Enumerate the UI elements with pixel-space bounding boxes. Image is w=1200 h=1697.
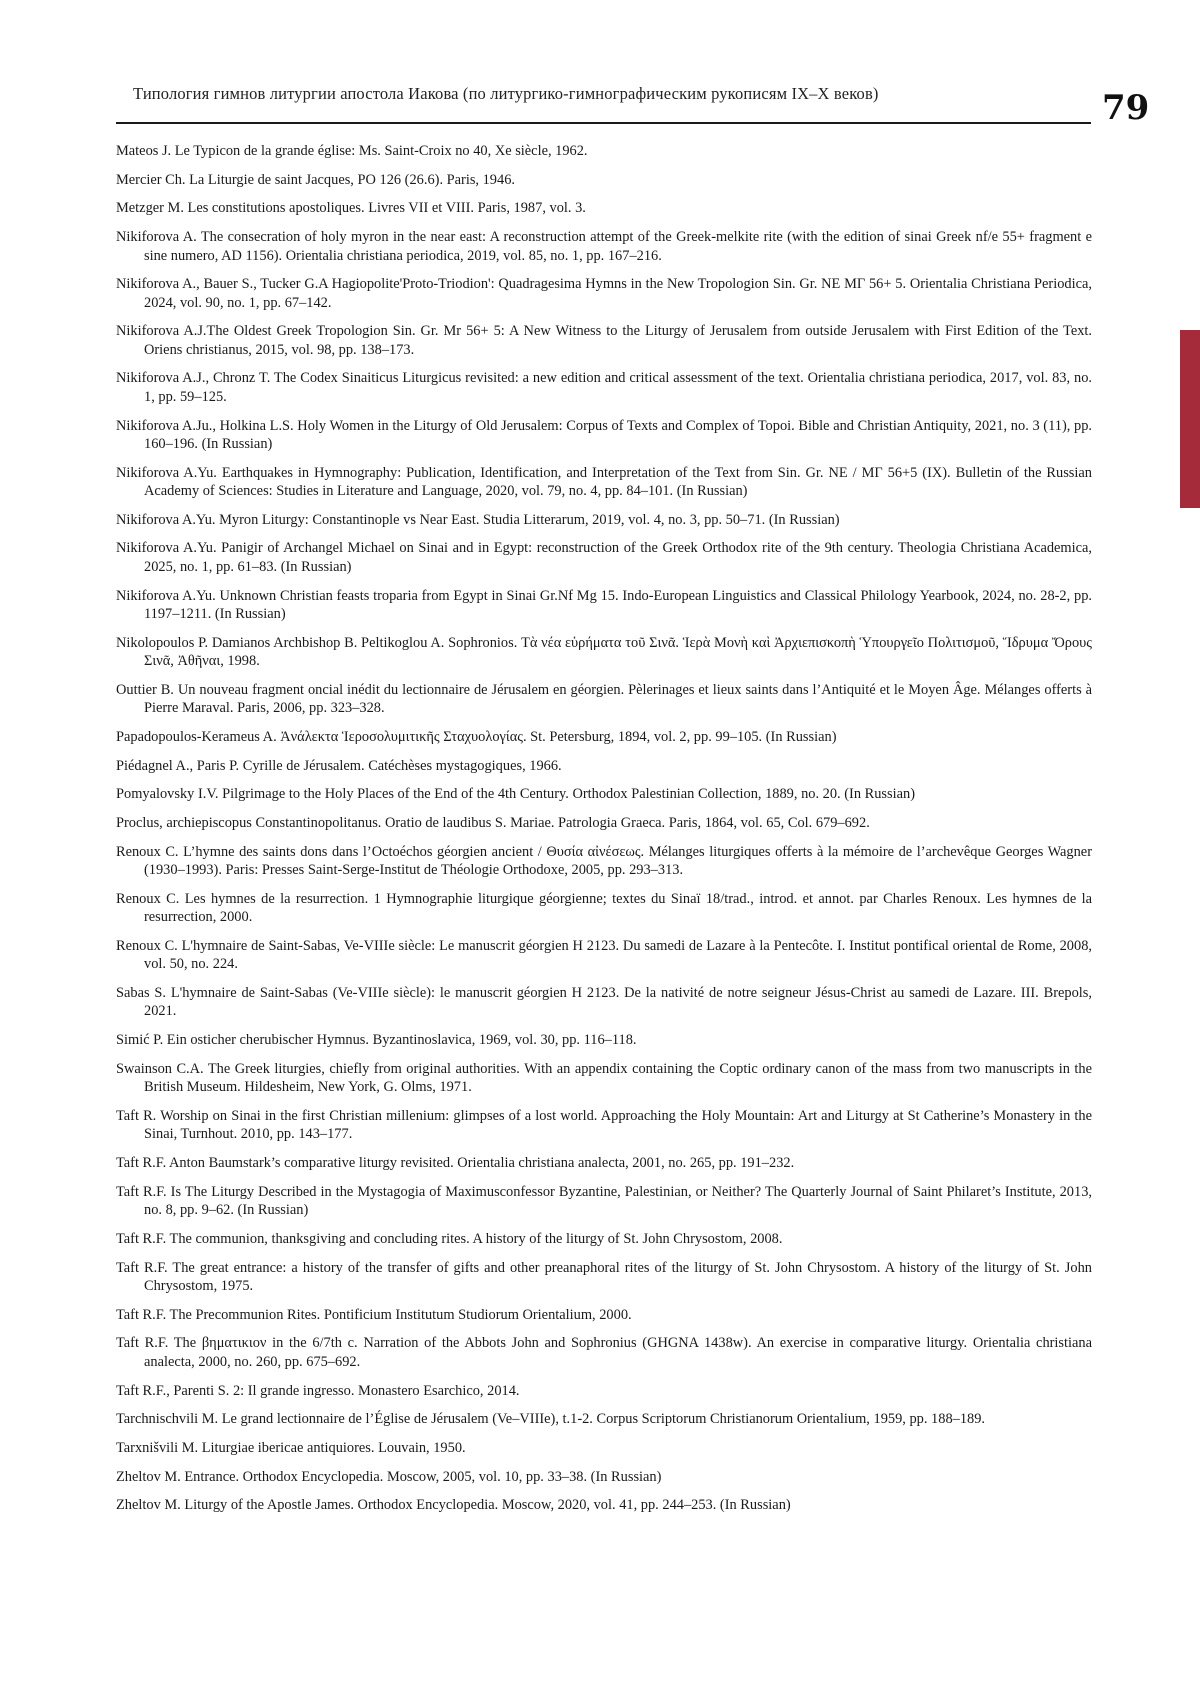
reference-entry: Renoux C. L’hymne des saints dons dans l’Octoéchos géorgien ancient / Θυσία αἰνέσεως. Mélanges liturgiques offerts à la mémoire de l’archevêque Georges Wagner (1930–1993). Paris: Presses Saint-Serge-Institut de Théologie Orthodoxe, 2005, pp. 293–313. xyxy=(116,843,1092,879)
reference-entry: Taft R.F. The Precommunion Rites. Pontificium Institutum Studiorum Orientalium, 2000. xyxy=(116,1306,632,1323)
reference-entry: Outtier B. Un nouveau fragment oncial inédit du lectionnaire de Jérusalem en géorgien. Pèlerinages et lieux saints dans l’Antiquité et le Moyen Âge. Mélanges offerts à Pierre Maraval. Paris, 2006, pp. 323–328. xyxy=(116,681,1092,717)
page-number: 79 xyxy=(1102,88,1150,128)
reference-entry: Taft R. Worship on Sinai in the first Christian millenium: glimpses of a lost world. Approaching the Holy Mountain: Art and Liturgy at St Catherine’s Monastery in the Sinai, Turnhout. 2010, pp. 143–177. xyxy=(116,1107,1092,1143)
reference-entry: Tarxnišvili M. Liturgiae ibericae antiquiores. Louvain, 1950. xyxy=(116,1439,466,1456)
reference-entry: Nikiforova A.Yu. Panigir of Archangel Michael on Sinai and in Egypt: reconstruction of the Greek Orthodox rite of the 9th century. Theologia Christiana Academica, 2025, no. 1, pp. 61–83. (In Russian) xyxy=(116,540,1092,575)
reference-entry: Taft R.F. Anton Baumstark’s comparative liturgy revisited. Orientalia christiana analecta, 2001, no. 265, pp. 191–232. xyxy=(116,1155,795,1172)
reference-entry: Pomyalovsky I.V. Pilgrimage to the Holy Places of the End of the 4th Century. Orthodox Palestinian Collection, 1889, no. 20. (In Russian) xyxy=(116,786,915,803)
reference-entry: Simić P. Ein osticher cherubischer Hymnus. Byzantinoslavica, 1969, vol. 30, pp. 116–118. xyxy=(116,1032,637,1049)
reference-entry: Taft R.F. The great entrance: a history of the transfer of gifts and other preanaphoral rites of the liturgy of St. John Chrysostom. A history of the liturgy of St. John Chrysostom, 1975. xyxy=(116,1259,1092,1294)
reference-entry: Zheltov M. Liturgy of the Apostle James. Orthodox Encyclopedia. Moscow, 2020, vol. 41, pp. 244–253. (In Russian) xyxy=(116,1497,791,1514)
reference-entry: Mateos J. Le Typicon de la grande église: Ms. Saint-Croix no 40, Xe siècle, 1962. xyxy=(116,143,588,159)
reference-entry: Metzger M. Les constitutions apostoliques. Livres VII et VIII. Paris, 1987, vol. 3. xyxy=(116,200,586,217)
reference-entry: Papadopoulos-Kerameus A. Ἀνάλεκτα Ἱεροσολυμιτικῆς Σταχυολογίας. St. Petersburg, 1894, vol. 2, pp. 99–105. (In Russian) xyxy=(116,728,837,745)
reference-entry: Nikiforova A.J., Chronz T. The Codex Sinaiticus Liturgicus revisited: a new edition and critical assessment of the text. Orientalia christiana periodica, 2017, vol. 83, no. 1, pp. 59–125. xyxy=(116,370,1092,405)
reference-entry: Mercier Ch. La Liturgie de saint Jacques, PO 126 (26.6). Paris, 1946. xyxy=(116,171,515,188)
reference-entry: Piédagnel A., Paris P. Cyrille de Jérusalem. Catéchèses mystagogiques, 1966. xyxy=(116,757,562,774)
reference-entry: Taft R.F. The communion, thanksgiving and concluding rites. A history of the liturgy of St. John Chrysostom, 2008. xyxy=(116,1230,783,1247)
reference-entry: Renoux C. L'hymnaire de Saint-Sabas, Ve-VIIIe siècle: Le manuscrit géorgien H 2123. Du samedi de Lazare à la Pentecôte. I. Institut pontifical oriental de Rome, 2008, vol. 50, no. 224. xyxy=(116,937,1092,973)
reference-entry: Nikiforova A.Yu. Earthquakes in Hymnography: Publication, Identification, and Interpretation of the Text from Sin. Gr. NE / MΓ 56+5 (IX). Bulletin of the Russian Academy of Sciences: Studies in Literature and Language, 2020, vol. 79, no. 4, pp. 84–101. (In Russian) xyxy=(116,464,1092,500)
reference-list xyxy=(116,142,1092,1525)
reference-entry: Nikiforova A.Yu. Unknown Christian feasts troparia from Egypt in Sinai Gr.Nf Mg 15. Indo-European Linguistics and Classical Philology Yearbook, 2024, no. 28-2, pp. 1197–1211. (In Russian) xyxy=(116,587,1092,622)
reference-entry: Taft R.F., Parenti S. 2: Il grande ingresso. Monastero Esarchico, 2014. xyxy=(116,1382,520,1399)
reference-entry: Renoux C. Les hymnes de la resurrection. 1 Hymnographie liturgique géorgienne; textes du Sinaï 18/trad., introd. et annot. par Charles Renoux. Les hymnes de la resurrection, 2000. xyxy=(116,890,1092,926)
chapter-side-tab xyxy=(1180,330,1200,508)
reference-entry: Nikiforova A.Yu. Myron Liturgy: Constantinople vs Near East. Studia Litterarum, 2019, vol. 4, no. 3, pp. 50–71. (In Russian) xyxy=(116,511,840,528)
reference-entry: Swainson C.A. The Greek liturgies, chiefly from original authorities. With an appendix containing the Coptic ordinary canon of the mass from two manuscripts in the British Museum. Hildesheim, New York, G. Olms, 1971. xyxy=(116,1060,1092,1096)
reference-entry: Sabas S. L'hymnaire de Saint-Sabas (Ve-VIIIe siècle): le manuscrit géorgien H 2123. De la nativité de notre seigneur Jésus-Christ au samedi de Lazare. III. Brepols, 2021. xyxy=(116,985,1092,1020)
reference-entry: Zheltov M. Entrance. Orthodox Encyclopedia. Moscow, 2005, vol. 10, pp. 33–38. (In Russian) xyxy=(116,1468,662,1485)
reference-entry: Nikiforova A. The consecration of holy myron in the near east: A reconstruction attempt of the Greek-melkite rite (with the edition of sinai Greek nf/e 55+ fragment e sine numero, AD 1156). Orientalia christiana periodica, 2019, vol. 85, no. 1, pp. 167–216. xyxy=(116,229,1092,264)
reference-entry: Proclus, archiepiscopus Constantinopolitanus. Oratio de laudibus S. Mariae. Patrologia Graeca. Paris, 1864, vol. 65, Col. 679–692. xyxy=(116,815,870,832)
running-title: Типология гимнов литургии апостола Иакова (по литургико-гимнографическим рукописям IX–X веков) xyxy=(133,84,879,103)
reference-entry: Nikiforova A.Ju., Holkina L.S. Holy Women in the Liturgy of Old Jerusalem: Corpus of Texts and Complex of Topoi. Bible and Christian Antiquity, 2021, no. 3 (11), pp. 160–196. (In Russian) xyxy=(116,417,1092,452)
reference-entry: Nikiforova A., Bauer S., Tucker G.A Hagiopolite'Proto-Triodion': Quadragesima Hymns in the New Tropologion Sin. Gr. NE MΓ 56+ 5. Orientalia Christiana Periodica, 2024, vol. 90, no. 1, pp. 67–142. xyxy=(116,276,1092,311)
reference-entry: Nikolopoulos P. Damianos Archbishop B. Peltikoglou A. Sophronios. Τὰ νέα εὑρήματα τοῦ Σινᾶ. Ἱερὰ Μονὴ καὶ Ἀρχιεπισκοπὴ Ὑπουργεῖο Πολιτισμοῦ, Ἵδρυμα Ὄρους Σινᾶ, Ἀθῆναι, 1998. xyxy=(116,634,1092,670)
reference-entry: Tarchnischvili M. Le grand lectionnaire de l’Église de Jérusalem (Ve–VIIIe), t.1-2. Corpus Scriptorum Christianorum Orientalium, 1959, pp. 188–189. xyxy=(116,1411,986,1428)
reference-entry: Taft R.F. Is The Liturgy Described in the Mystagogia of Maximusconfessor Byzantine, Palestinian, or Neither? The Quarterly Journal of Saint Philaret’s Institute, 2013, no. 8, pp. 9–62. (In Russian) xyxy=(116,1183,1092,1219)
header-rule xyxy=(116,122,1091,124)
reference-entry: Nikiforova A.J.The Oldest Greek Tropologion Sin. Gr. Mr 56+ 5: A New Witness to the Liturgy of Jerusalem from outside Jerusalem with First Edition of the Text. Oriens christianus, 2015, vol. 98, pp. 138–173. xyxy=(116,323,1092,358)
reference-entry: Taft R.F. The βηματικιον in the 6/7th c. Narration of the Abbots John and Sophronius (GHGNA 1438w). An exercise in comparative liturgy. Orientalia christiana analecta, 2000, no. 260, pp. 675–692. xyxy=(116,1335,1092,1370)
